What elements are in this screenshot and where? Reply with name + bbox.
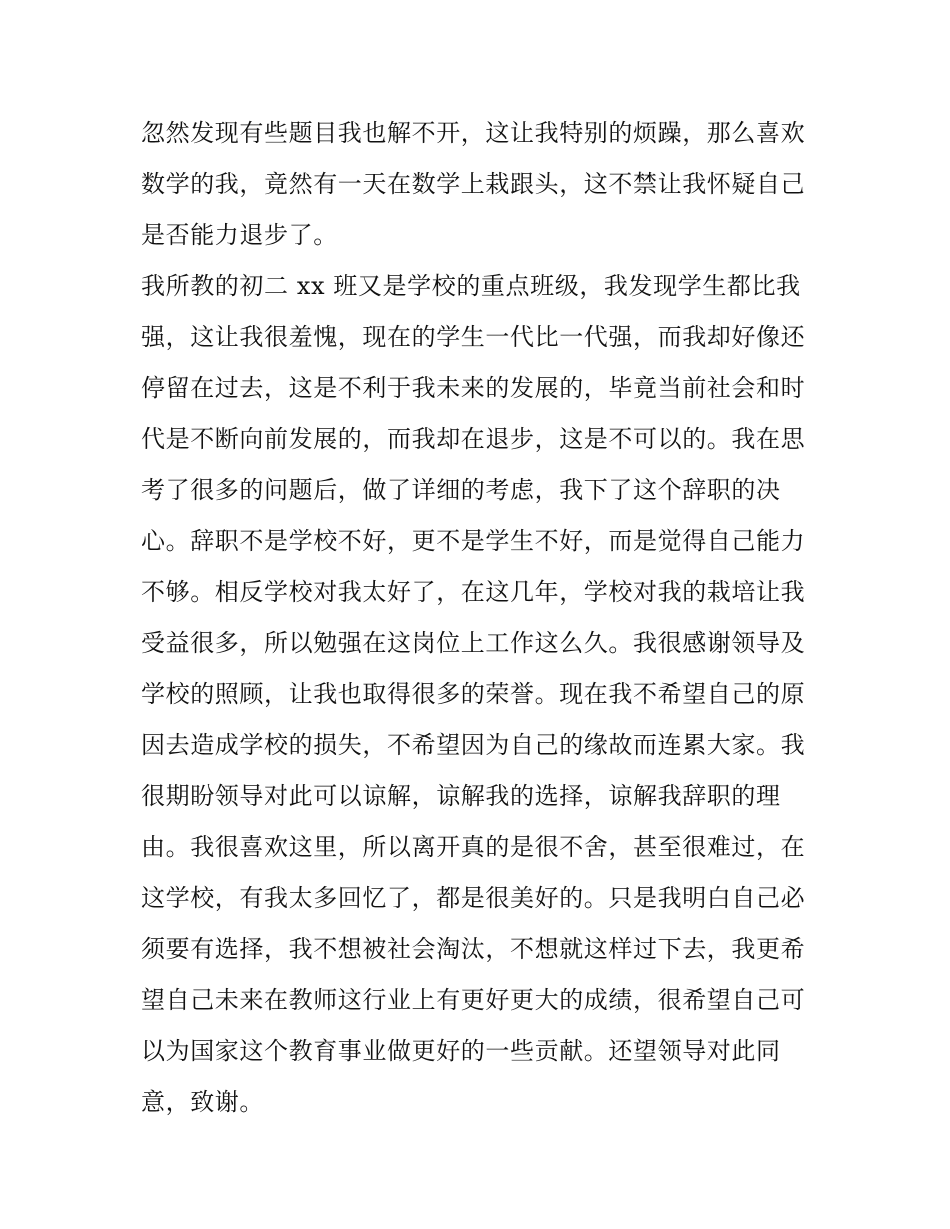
text-line: 心。辞职不是学校不好，更不是学生不好，而是觉得自己能力	[141, 527, 806, 555]
text-line: 须要有选择，我不想被社会淘汰，不想就这样过下去，我更希	[141, 935, 806, 963]
text-line: 我所教的初二 xx 班又是学校的重点班级，我发现学生都比我	[141, 272, 801, 300]
text-line: 考了很多的问题后，做了详细的考虑，我下了这个辞职的决	[141, 476, 781, 504]
text-line: 因去造成学校的损失，不希望因为自己的缘故而连累大家。我	[141, 731, 806, 759]
text-line: 强，这让我很羞愧，现在的学生一代比一代强，而我却好像还	[141, 323, 806, 351]
text-line: 望自己未来在教师这行业上有更好更大的成绩，很希望自己可	[141, 986, 806, 1014]
text-line: 受益很多，所以勉强在这岗位上工作这么久。我很感谢领导及	[141, 629, 806, 657]
text-line: 由。我很喜欢这里，所以离开真的是很不舍，甚至很难过，在	[141, 833, 806, 861]
text-line: 不够。相反学校对我太好了，在这几年，学校对我的栽培让我	[141, 578, 806, 606]
text-line: 是否能力退步了。	[141, 221, 338, 249]
text-line: 以为国家这个教育事业做更好的一些贡献。还望领导对此同	[141, 1037, 781, 1065]
text-line: 停留在过去，这是不利于我未来的发展的，毕竟当前社会和时	[141, 374, 806, 402]
text-line: 代是不断向前发展的，而我却在退步，这是不可以的。我在思	[141, 425, 806, 453]
text-line: 这学校，有我太多回忆了，都是很美好的。只是我明白自己必	[141, 884, 806, 912]
body-text	[141, 108, 821, 1128]
text-line: 学校的照顾，让我也取得很多的荣誉。现在我不希望自己的原	[141, 680, 806, 708]
text-line: 很期盼领导对此可以谅解，谅解我的选择，谅解我辞职的理	[141, 782, 781, 810]
text-line: 忽然发现有些题目我也解不开，这让我特别的烦躁，那么喜欢	[141, 119, 806, 147]
text-line: 数学的我，竟然有一天在数学上栽跟头，这不禁让我怀疑自己	[141, 170, 806, 198]
text-line: 意，致谢。	[141, 1088, 264, 1116]
